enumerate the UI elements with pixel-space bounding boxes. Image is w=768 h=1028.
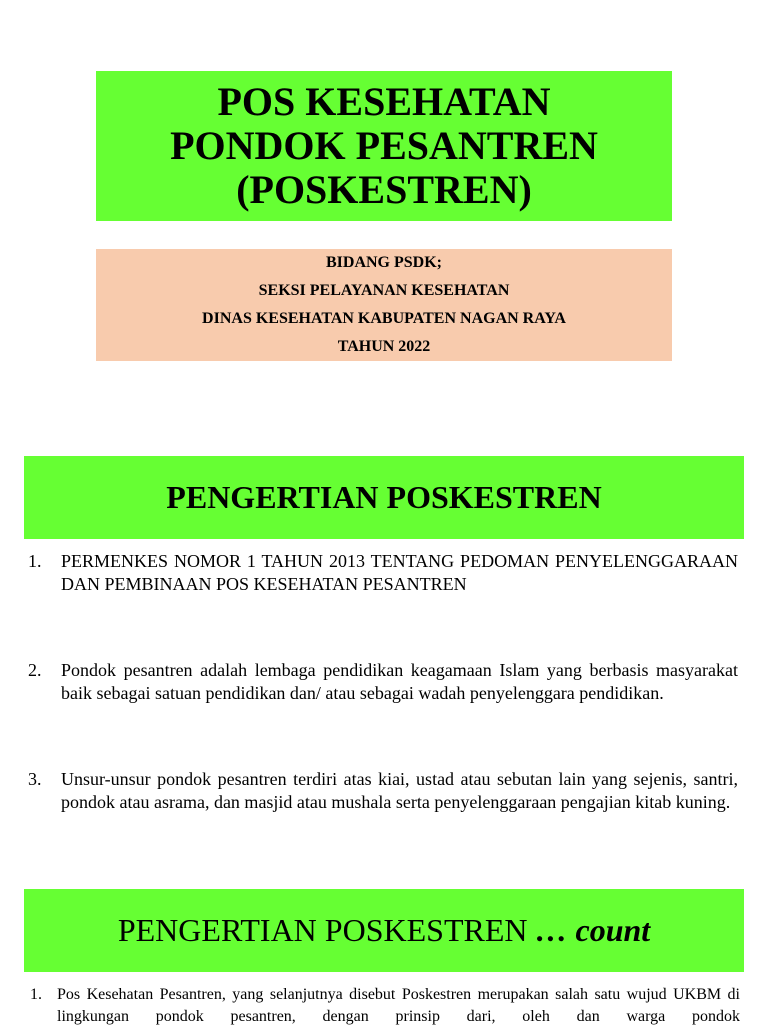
list-item-number: 3. [28, 769, 42, 789]
list-item-text: Unsur-unsur pondok pesantren terdiri atas kiai, ustad atau sebutan lain yang sejenis, santri, pondok atau asrama, dan masjid atau mushala serta penyelenggaraan pengajian kitab kuning. [61, 769, 738, 812]
subtitle-line-2: SEKSI PELAYANAN KESEHATAN [258, 282, 510, 299]
section1-heading: PENGERTIAN POSKESTREN [166, 479, 602, 515]
list-item-text: Pondok pesantren adalah lembaga pendidikan keagamaan Islam yang berbasis masyarakat baik sebagai satuan pendidikan dan/ atau sebagai wadah penyelenggara pendidikan. [61, 660, 738, 703]
list-item [28, 768, 738, 814]
list-item [30, 984, 740, 1028]
list-item-number: 1. [30, 986, 42, 1003]
list-item-text: Pos Kesehatan Pesantren, yang selanjutnya disebut Poskestren merupakan salah satu wujud UKBM di lingkungan pondok pesantren, dengan prinsip dari, oleh dan warga pondok [57, 986, 740, 1025]
subtitle-line-3: DINAS KESEHATAN KABUPATEN NAGAN RAYA [202, 310, 566, 327]
section1-heading-bar [24, 456, 744, 539]
subtitle-box [96, 249, 672, 361]
section2-heading-suffix: … count [535, 912, 651, 948]
title-box [96, 71, 672, 221]
section2-heading-main: PENGERTIAN POSKESTREN [117, 912, 528, 948]
title-line-3: (POSKESTREN) [236, 167, 532, 212]
section2-heading-bar [24, 889, 744, 972]
list-item-number: 2. [28, 660, 42, 680]
title-line-1: POS KESEHATAN [217, 79, 551, 124]
subtitle-line-4: TAHUN 2022 [337, 338, 431, 355]
list-item-text: PERMENKES NOMOR 1 TAHUN 2013 TENTANG PEDOMAN PENYELENGGARAAN DAN PEMBINAAN POS KESEHATAN PESANTREN [61, 551, 738, 594]
list-item [28, 550, 738, 596]
list-item [28, 659, 738, 705]
title-line-2: PONDOK PESANTREN [170, 123, 598, 168]
subtitle-line-1: BIDANG PSDK; [325, 254, 442, 271]
section2-heading [118, 912, 650, 949]
list-item-number: 1. [28, 551, 42, 571]
